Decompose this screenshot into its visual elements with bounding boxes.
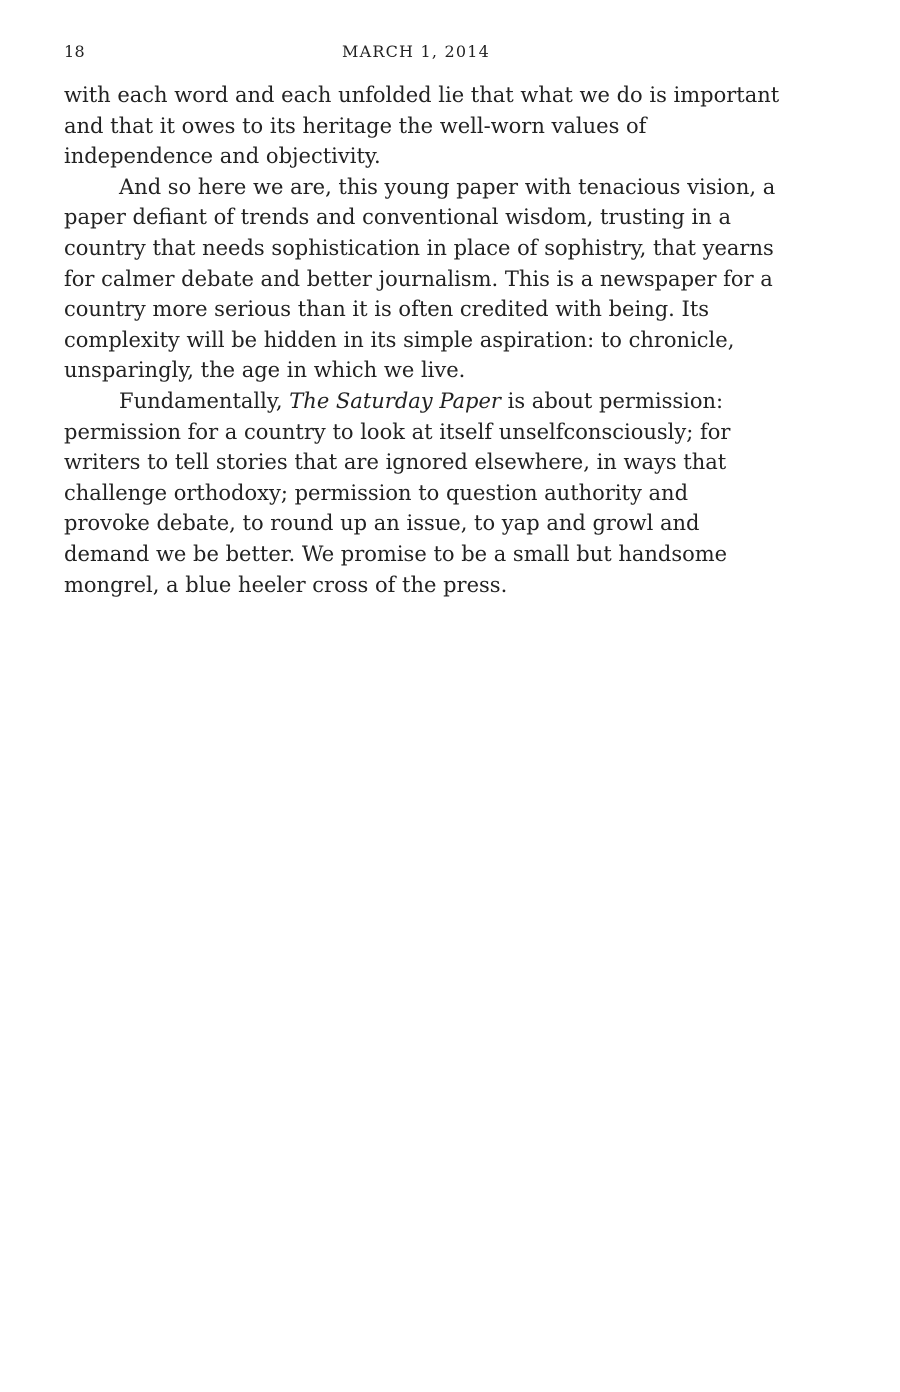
page-number: 18 <box>64 42 85 61</box>
text-line: country more serious than it is often credited with being. Its <box>64 297 710 322</box>
text-line: And so here we are, this young paper with tenacious vision, a <box>119 174 776 199</box>
publication-title: The Saturday Paper <box>289 388 501 413</box>
paragraph-2 <box>64 172 804 386</box>
text-line: unsparingly, the age in which we live. <box>64 358 466 383</box>
text-run: Fundamentally, <box>119 388 290 413</box>
text-line: paper defiant of trends and conventional wisdom, trusting in a <box>64 205 731 230</box>
text-line: writers to tell stories that are ignored elsewhere, in ways that <box>64 450 727 475</box>
text-line: complexity will be hidden in its simple aspiration: to chronicle, <box>64 327 735 352</box>
text-line: country that needs sophistication in place of sophistry, that yearns <box>64 235 774 260</box>
text-line: challenge orthodoxy; permission to question authority and <box>64 480 689 505</box>
body-text <box>64 80 804 600</box>
text-line: permission for a country to look at itself unselfconsciously; for <box>64 419 731 444</box>
text-line: for calmer debate and better journalism. This is a newspaper for a <box>64 266 773 291</box>
text-line: independence and objectivity. <box>64 144 381 169</box>
paragraph-1 <box>64 80 804 172</box>
running-title: MARCH 1, 2014 <box>342 42 490 61</box>
paragraph-3 <box>64 386 804 600</box>
text-line: mongrel, a blue heeler cross of the press. <box>64 572 508 597</box>
text-line: with each word and each unfolded lie that what we do is important <box>64 83 780 107</box>
text-line: demand we be better. We promise to be a small but handsome <box>64 541 728 566</box>
running-header <box>64 40 768 64</box>
text-line: and that it owes to its heritage the well-worn values of <box>64 113 647 138</box>
text-line: provoke debate, to round up an issue, to yap and growl and <box>64 511 700 536</box>
text-run: is about permission: <box>500 388 724 413</box>
text-line <box>64 386 804 417</box>
